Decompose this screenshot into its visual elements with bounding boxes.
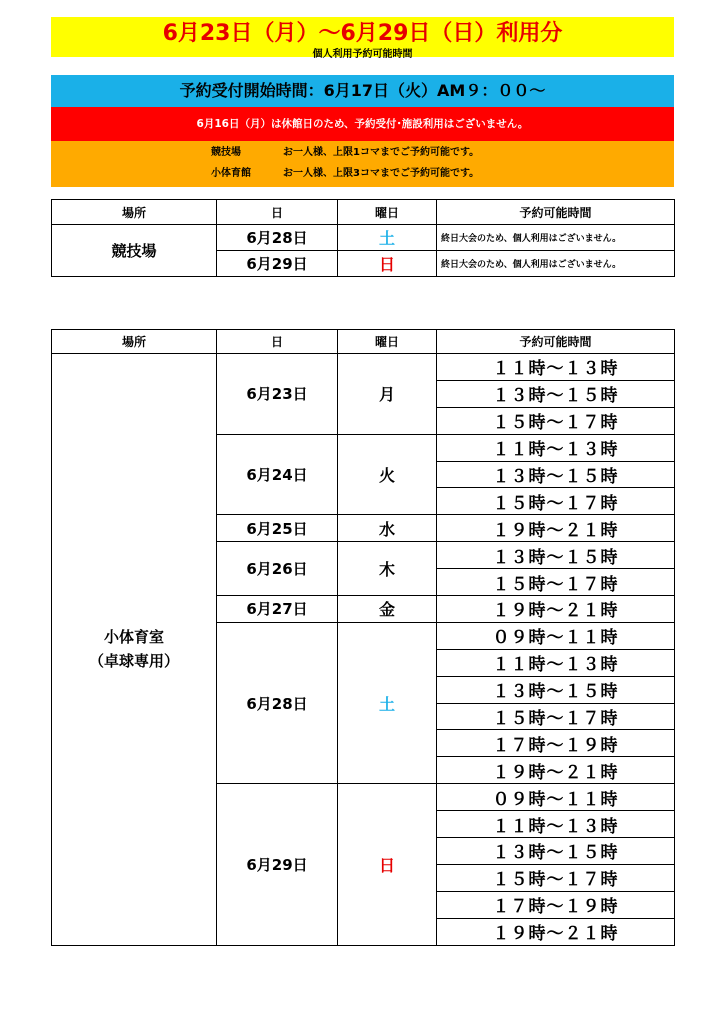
date-cell: 6月24日 bbox=[217, 434, 338, 515]
weekday-cell: 日 bbox=[338, 784, 437, 945]
weekday-cell: 日 bbox=[338, 251, 437, 277]
time-slot-cell: １１時～１３時 bbox=[437, 354, 675, 381]
date-cell: 6月26日 bbox=[217, 542, 338, 596]
time-slot-cell: ０９時～１１時 bbox=[437, 622, 675, 649]
header-time: 予約可能時間 bbox=[437, 330, 675, 354]
closed-notice-banner: 6月16日（月）は休館日のため、予約受付･施設利用はございません。 bbox=[51, 107, 674, 141]
limit-place: 競技場 bbox=[211, 147, 241, 158]
time-slot-cell: １９時～２１時 bbox=[437, 596, 675, 623]
time-slot-cell: １１時～１３時 bbox=[437, 811, 675, 838]
header-day: 日 bbox=[217, 200, 338, 225]
weekday-cell: 土 bbox=[338, 622, 437, 783]
header-day: 日 bbox=[217, 330, 338, 354]
note-cell: 終日大会のため、個人利用はございません。 bbox=[437, 251, 675, 277]
place-name: 小体育室 bbox=[103, 628, 164, 647]
time-slot-cell: １３時～１５時 bbox=[437, 542, 675, 569]
table-row bbox=[52, 354, 675, 381]
limit-text: お一人様、上限1コマまでご予約可能です。 bbox=[283, 147, 480, 158]
time-slot-cell: １５時～１７時 bbox=[437, 488, 675, 515]
title-banner bbox=[51, 17, 674, 60]
weekday-cell: 金 bbox=[338, 596, 437, 623]
date-cell: 6月27日 bbox=[217, 596, 338, 623]
limit-place: 小体育館 bbox=[211, 168, 251, 179]
table-row bbox=[52, 225, 675, 251]
time-slot-cell: １３時～１５時 bbox=[437, 838, 675, 865]
table-header-row bbox=[52, 200, 675, 225]
time-slot-cell: １５時～１７時 bbox=[437, 864, 675, 891]
time-slot-cell: １５時～１７時 bbox=[437, 407, 675, 434]
limits-banner bbox=[51, 141, 674, 187]
place-cell: 競技場 bbox=[52, 225, 217, 277]
header-time: 予約可能時間 bbox=[437, 200, 675, 225]
place-note: （卓球専用） bbox=[88, 652, 179, 671]
note-cell: 終日大会のため、個人利用はございません。 bbox=[437, 225, 675, 251]
date-cell: 6月23日 bbox=[217, 354, 338, 435]
limit-row-arena bbox=[51, 146, 674, 160]
time-slot-cell: １１時～１３時 bbox=[437, 649, 675, 676]
page-subtitle: 個人利用予約可能時間 bbox=[312, 49, 413, 60]
time-slot-cell: ０９時～１１時 bbox=[437, 784, 675, 811]
table-header-row bbox=[52, 330, 675, 354]
limit-text: お一人様、上限3コマまでご予約可能です。 bbox=[283, 168, 480, 179]
weekday-cell: 火 bbox=[338, 434, 437, 515]
weekday-cell: 土 bbox=[338, 225, 437, 251]
time-slot-cell: １９時～２１時 bbox=[437, 757, 675, 784]
time-slot-cell: １３時～１５時 bbox=[437, 676, 675, 703]
weekday-cell: 水 bbox=[338, 515, 437, 542]
time-slot-cell: １３時～１５時 bbox=[437, 380, 675, 407]
place-cell bbox=[52, 354, 217, 946]
arena-schedule-table bbox=[51, 199, 675, 277]
time-slot-cell: １１時～１３時 bbox=[437, 434, 675, 461]
date-cell: 6月25日 bbox=[217, 515, 338, 542]
header-place: 場所 bbox=[52, 330, 217, 354]
reservation-start-banner: 予約受付開始時間：6月17日（火）AM９：００～ bbox=[51, 75, 674, 107]
small-gym-body bbox=[52, 354, 675, 946]
weekday-cell: 月 bbox=[338, 354, 437, 435]
date-cell: 6月28日 bbox=[217, 225, 338, 251]
date-cell: 6月29日 bbox=[217, 251, 338, 277]
date-cell: 6月28日 bbox=[217, 622, 338, 783]
time-slot-cell: １９時～２１時 bbox=[437, 515, 675, 542]
small-gym-schedule-table bbox=[51, 329, 675, 946]
date-cell: 6月29日 bbox=[217, 784, 338, 945]
time-slot-cell: １５時～１７時 bbox=[437, 569, 675, 596]
time-slot-cell: １９時～２１時 bbox=[437, 918, 675, 945]
time-slot-cell: １７時～１９時 bbox=[437, 730, 675, 757]
header-weekday: 曜日 bbox=[338, 200, 437, 225]
limit-row-small-gym bbox=[51, 167, 674, 181]
weekday-cell: 木 bbox=[338, 542, 437, 596]
header-place: 場所 bbox=[52, 200, 217, 225]
time-slot-cell: １７時～１９時 bbox=[437, 891, 675, 918]
time-slot-cell: １５時～１７時 bbox=[437, 703, 675, 730]
page-title: 6月23日（月）～6月29日（日）利用分 bbox=[162, 21, 563, 46]
time-slot-cell: １３時～１５時 bbox=[437, 461, 675, 488]
header-weekday: 曜日 bbox=[338, 330, 437, 354]
